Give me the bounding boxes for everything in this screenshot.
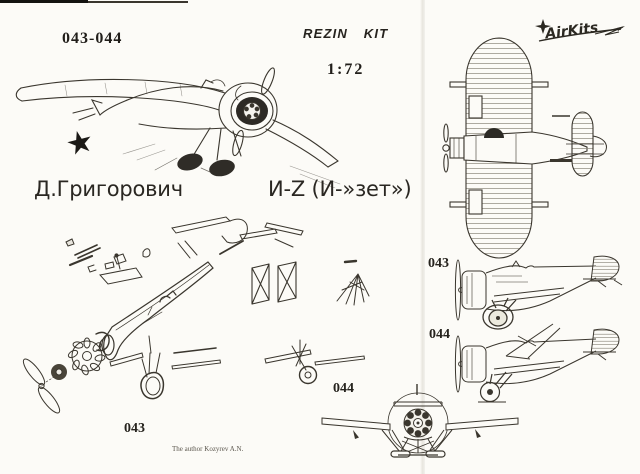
sideview1-tail [583,256,622,287]
part-fuselage [100,262,213,360]
aircraft-top-view [432,26,618,272]
exploded-label-044: 044 [333,381,354,396]
planview-nose [443,124,464,172]
aircraft-perspective-sketch [5,48,400,188]
exploded-label-043: 043 [124,421,145,436]
part-cockpit-set [66,239,150,284]
part-radial-engine [51,332,109,380]
designer-title: Д.Григорович [34,177,183,201]
kit-numbers: 043-044 [62,30,123,47]
scan-edge-mark-thin [88,1,188,3]
sketch-fuselage [73,80,226,129]
sketch-wing [16,79,225,110]
side-view-label-043: 043 [428,256,449,271]
side-view-label-044: 044 [429,327,450,342]
part-wing-strips [172,348,221,369]
sideview2-body [462,339,596,384]
sketch-landing-gear [155,128,241,179]
frontview-cabane [394,402,442,406]
part-wheel-strut-assembly [265,340,365,384]
part-strut-frames [252,262,296,304]
sketch-right-wing [266,120,338,167]
star-marking-icon: ★ [61,122,98,164]
author-credit: The author Kozyrev A.N. [172,445,244,453]
aircraft-front-view [320,383,520,473]
frontview-engine [404,409,432,437]
brand-name: AirKits [544,19,600,43]
model-title: И-Z (И-»зет») [268,177,412,201]
sideview1-body [462,261,596,311]
sideview2-tail [583,329,619,360]
kit-type-label: REZIN KIT [303,26,389,41]
part-wheel-spat-assembly [110,336,163,399]
sketch-engine-cowl [219,83,277,137]
part-tailplane [172,217,303,258]
scale-label: 1:72 [327,61,365,78]
part-rigging-wires [337,261,369,305]
logo-wing-swoosh [617,26,625,31]
scan-edge-mark [0,0,88,3]
